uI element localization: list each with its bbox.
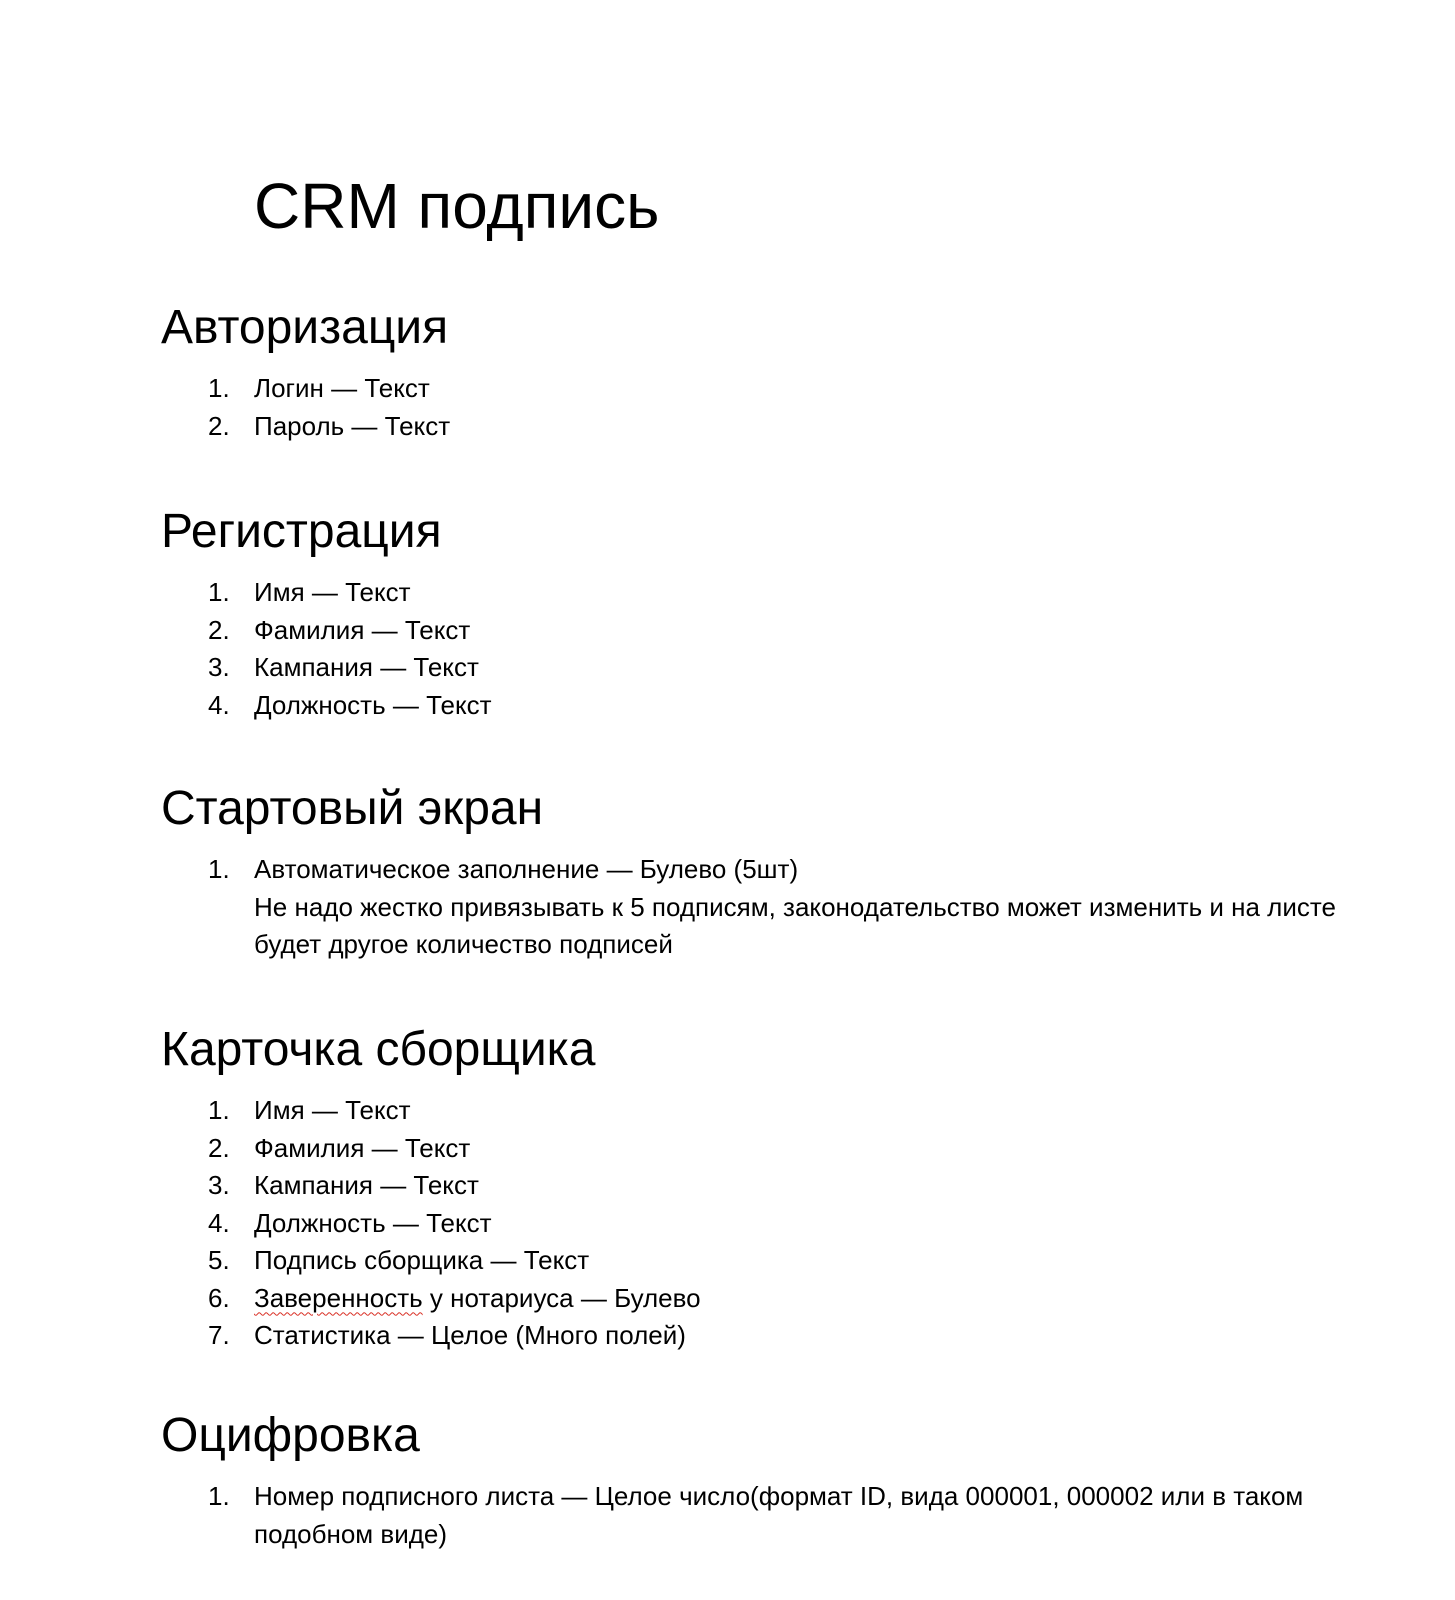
section-heading: Карточка сборщика: [161, 1023, 596, 1076]
list-number: 1.: [208, 373, 230, 403]
list-item: [161, 851, 1341, 964]
list-text: Кампания — Текст: [254, 1170, 479, 1200]
list-item: [161, 1092, 1341, 1130]
list-number: 1.: [208, 577, 230, 607]
list-number: 6.: [208, 1282, 230, 1313]
list-number: 4.: [208, 1207, 230, 1238]
section-heading: Авторизация: [161, 301, 449, 354]
list-number: 2.: [208, 410, 230, 441]
list-text: Подпись сборщика — Текст: [254, 1245, 590, 1275]
field-list: [161, 851, 1341, 964]
field-list: [161, 1092, 1341, 1355]
list-text: Статистика — Целое (Много полей): [254, 1320, 686, 1350]
list-item: [161, 687, 1341, 725]
list-item: [161, 1130, 1341, 1168]
list-item: [161, 1242, 1341, 1280]
list-text: Фамилия — Текст: [254, 614, 471, 645]
list-number: 1.: [208, 1481, 230, 1511]
list-number: 2.: [208, 1132, 230, 1163]
field-list: [161, 574, 1341, 724]
section-registration: [161, 504, 1341, 724]
list-text: Имя — Текст: [254, 1095, 411, 1125]
list-text: Автоматическое заполнение — Булево (5шт): [254, 854, 799, 884]
section-heading: Регистрация: [161, 505, 442, 558]
list-text: Пароль — Текст: [254, 410, 451, 441]
list-number: 7.: [208, 1320, 230, 1350]
list-number: 1.: [208, 1095, 230, 1125]
section-collector-card: [161, 1022, 1341, 1355]
list-text: Должность — Текст: [254, 689, 492, 720]
field-list: [161, 370, 1341, 445]
list-item: [161, 1167, 1341, 1205]
list-text: Номер подписного листа — Целое число(формат ID, вида 000001, 000002 или в таком подобном виде): [254, 1481, 1304, 1549]
list-item: [161, 612, 1341, 650]
section-heading: Оцифровка: [161, 1409, 420, 1462]
list-text-rest: у нотариуса — Булево: [422, 1282, 701, 1313]
list-item: [161, 1317, 1341, 1355]
list-item: [161, 1478, 1341, 1553]
list-note: Не надо жестко привязывать к 5 подписям, законодательство может изменить и на листе будет другое количество подписей: [254, 891, 1336, 959]
list-text: Должность — Текст: [254, 1207, 492, 1238]
list-number: 3.: [208, 652, 230, 682]
list-number: 1.: [208, 854, 230, 884]
list-number: 5.: [208, 1245, 230, 1275]
list-text: Имя — Текст: [254, 577, 411, 607]
list-item: [161, 408, 1341, 446]
section-heading: Стартовый экран: [161, 782, 544, 835]
list-item: [161, 1205, 1341, 1243]
list-item: [161, 370, 1341, 408]
list-text: Кампания — Текст: [254, 652, 479, 682]
list-item: [161, 649, 1341, 687]
misspelled-word[interactable]: Заверенность: [254, 1282, 423, 1313]
list-number: 4.: [208, 689, 230, 720]
document-title: CRM подпись: [254, 170, 660, 242]
section-start-screen: [161, 781, 1341, 964]
section-authorization: [161, 300, 1341, 445]
list-item: [161, 574, 1341, 612]
list-text: [254, 1280, 1341, 1318]
section-digitization: [161, 1408, 1341, 1553]
list-text: Логин — Текст: [254, 373, 430, 403]
list-number: 3.: [208, 1170, 230, 1200]
list-text: Фамилия — Текст: [254, 1132, 471, 1163]
list-item: [161, 1280, 1341, 1318]
list-number: 2.: [208, 614, 230, 645]
field-list: [161, 1478, 1341, 1553]
